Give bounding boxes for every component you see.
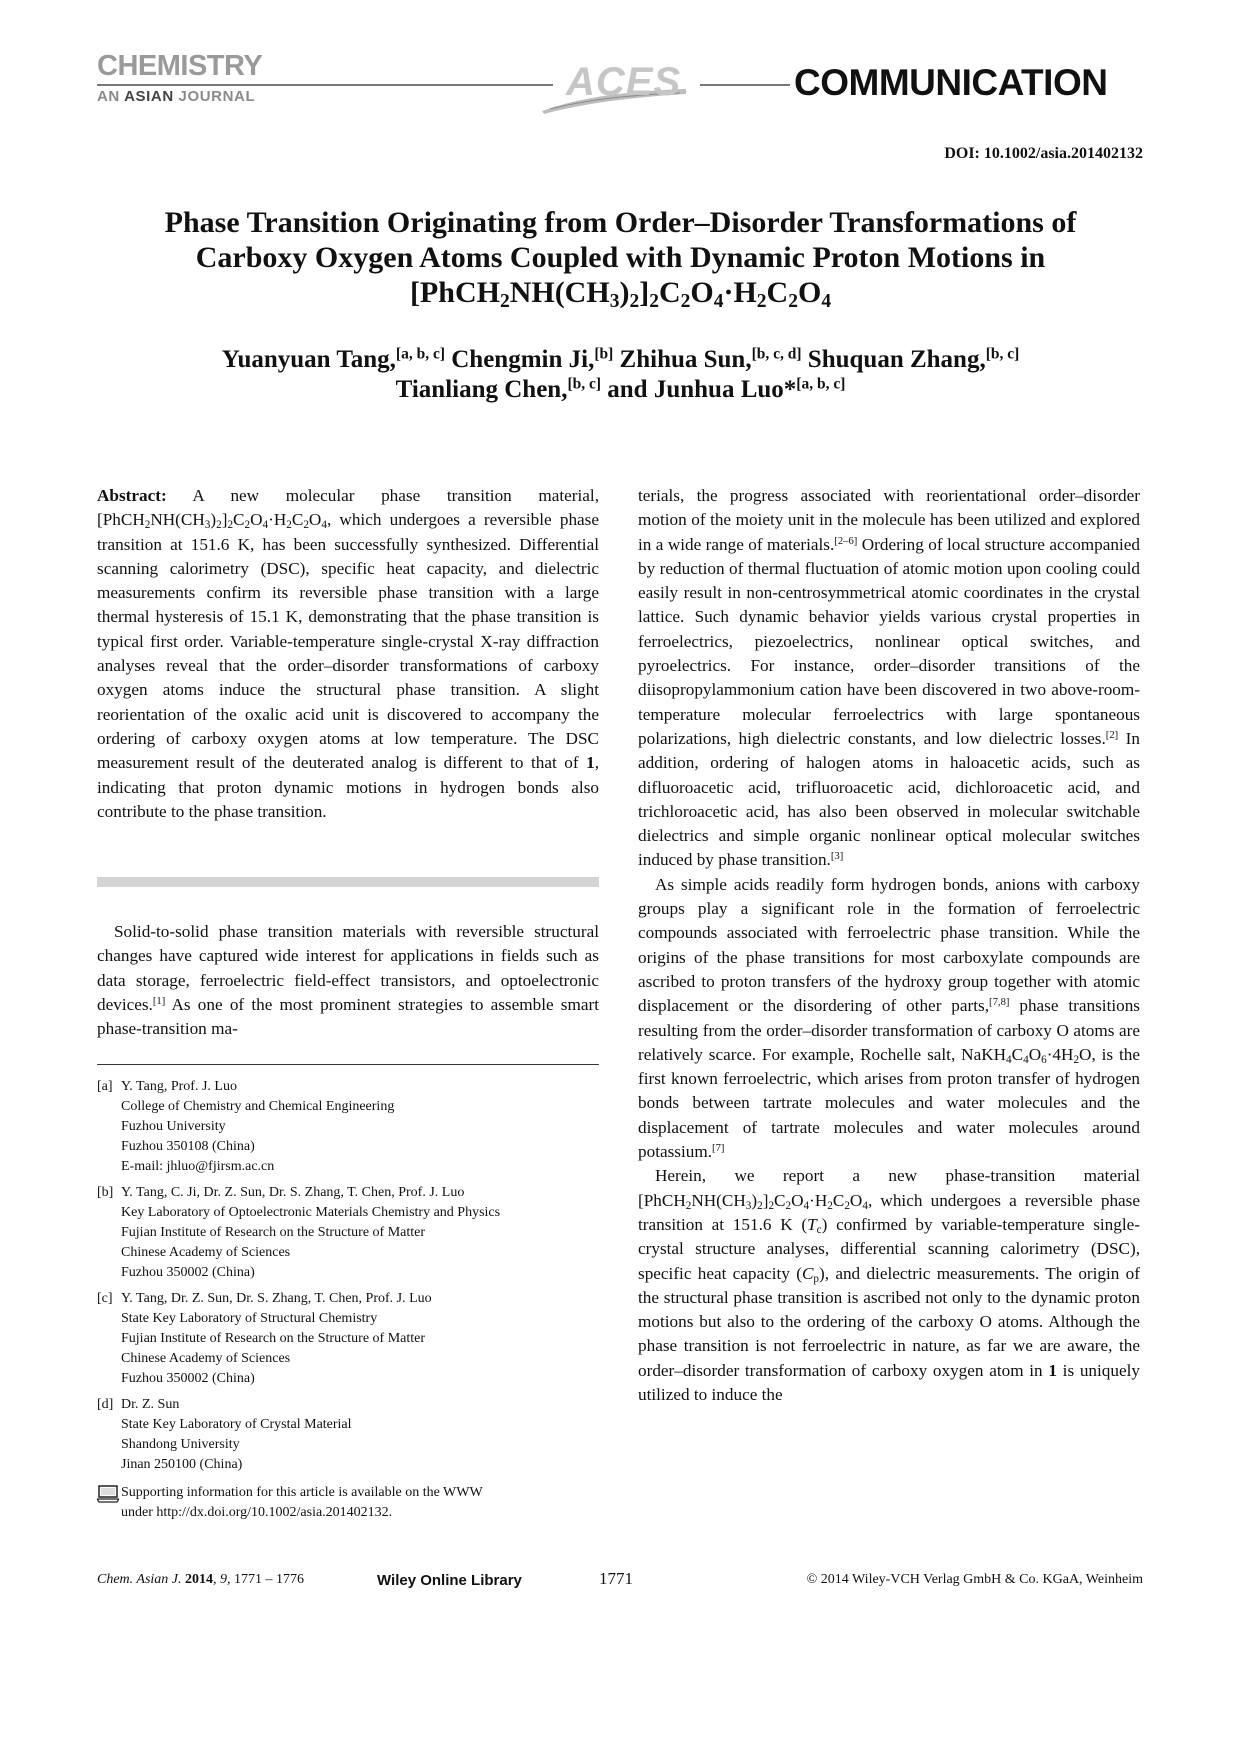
title-line-2: Carboxy Oxygen Atoms Coupled with Dynamic Proton Motions in <box>195 241 1046 274</box>
author-name: Chengmin Ji, <box>445 346 595 373</box>
citation[interactable]: [2] <box>1105 730 1119 742</box>
author-list <box>97 345 1144 405</box>
citation[interactable]: [3] <box>830 851 844 863</box>
author-name: Shuquan Zhang, <box>801 346 986 373</box>
author-name: and Junhua Luo* <box>601 376 797 403</box>
page-number: 1771 <box>599 1569 633 1588</box>
header-rule-left <box>97 84 553 86</box>
citation[interactable]: [7] <box>712 1143 725 1155</box>
abstract-label: Abstract: <box>97 486 167 505</box>
citation[interactable]: [7,8] <box>989 997 1010 1009</box>
author-name: Tianliang Chen, <box>395 376 568 403</box>
author-affiliation: [b, c] <box>985 345 1020 363</box>
header-rule-right <box>700 84 790 86</box>
wiley-online-library-logo[interactable]: Wiley Online Library <box>377 1572 522 1589</box>
author-affiliation: [b] <box>594 345 614 363</box>
author-email[interactable]: E-mail: jhluo@fjirsm.ac.cn <box>121 1159 275 1174</box>
author-affiliation: [a, b, c] <box>796 375 846 393</box>
copyright: © 2014 Wiley-VCH Verlag GmbH & Co. KGaA, Weinheim <box>806 1572 1143 1587</box>
abstract-separator-bar <box>97 877 599 887</box>
author-affiliation: [b, c] <box>567 375 602 393</box>
title-line-1: Phase Transition Originating from Order–Disorder Transformations of <box>164 206 1077 239</box>
introduction-left: Solid-to-solid phase transition materials with reversible structural changes have captured wide interest for applications in fields such as data storage, ferroelectric field-effect transistors, and optoelectronic devices.[1] As one of the most prominent strategies to assemble smart phase-transition ma- <box>97 922 599 1039</box>
affiliation-c: [c] Y. Tang, Dr. Z. Sun, Dr. S. Zhang, T. Chen, Prof. J. Luo State Key Laboratory of Structural Chemistry Fujian Institute of Research on the Structure of Matter Chinese Academy of Sciences Fuzhou 350002 (China) <box>97 1291 432 1386</box>
citation[interactable]: [2–6] <box>834 535 858 547</box>
affiliation-b: [b] Y. Tang, C. Ji, Dr. Z. Sun, Dr. S. Zhang, T. Chen, Prof. J. Luo Key Laboratory of Optoelectronic Materials Chemistry and Physics Fujian Institute of Research on the Structure of Matter Chinese Academy of Sciences Fuzhou 350002 (China) <box>97 1185 501 1280</box>
journal-citation: Chem. Asian J. 2014, 9, 1771 – 1776 <box>97 1572 305 1587</box>
aces-logo-text: ACES <box>566 60 682 104</box>
article-type: COMMUNICATION <box>794 62 1108 103</box>
doi: DOI: 10.1002/asia.201402132 <box>944 145 1143 162</box>
author-name: Yuanyuan Tang, <box>221 346 396 373</box>
author-affiliation: [a, b, c] <box>395 345 445 363</box>
author-affiliation: [b, c, d] <box>751 345 802 363</box>
journal-name: CHEMISTRY <box>97 50 263 82</box>
supporting-information: Supporting information for this article is available on the WWW under http://dx.doi.org/10.1002/asia.201402132. <box>97 1483 599 1525</box>
citation[interactable]: [1] <box>152 996 166 1008</box>
author-name: Zhihua Sun, <box>613 346 752 373</box>
supporting-info-link[interactable]: under http://dx.doi.org/10.1002/asia.201402132. <box>121 1505 393 1520</box>
affiliation-d: [d] Dr. Z. Sun State Key Laboratory of Crystal Material Shandong University Jinan 250100 (China) <box>97 1397 352 1472</box>
body-text-right: terials, the progress associated with reorientational order–disorder motion of the moiety unit in the molecule has been utilized and explored in a wide range of materials.[2–6] Ordering of local structure accompanied by reduction of thermal fluctuation of atomic motion upon cooling could easily result in non-centrosymmetrical atomic coordinates in the crystal lattice. Such dynamic behavior yields various crystal properties in ferroelectrics, piezoelectrics, nonlinear optical switches, and pyroelectrics. For instance, order–disorder transitions of the diisopropylammonium cation have been discovered in two above-room-temperature molecular ferroelectrics with large spontaneous polarizations, high dielectric constants, and low dielectric losses.[2] In addition, ordering of halogen atoms in haloacetic acids, such as difluoroacetic acid, trifluoroacetic acid, dichloroacetic acid, and trichloroacetic acid, has also been observed in molecular switchable dielectrics and simple organic nonlinear optical molecular switches induced by phase transition.[3] As simple acids readily form hydrogen bonds, anions with carboxy groups play a significant role in the formation of ferroelectric compounds associated with ferroelectric phase transition. While the origins of the phase transitions for most carboxylate compounds are ascribed to proton transfers of the hydroxy group together with atomic displacement or the disordering of other parts,[7,8] phase transitions resulting from the order–disorder transformation of carboxy O atoms are relatively scarce. For example, Rochelle salt, $NaKH_4C_4O_6\cdot 4H_2O$, is the first known ferroelectric, which arises from proton transfer of hydrogen bonds between tartrate molecules and water molecules and the displacement of tartrate molecules and water molecules around potassium.[7] Herein, we report a new phase-transition material $[PhCH_2NH(CH_3)_2]_2C_2O_4\cdot H_2C_2O_4$, which undergoes a reversible phase transition at 151.6 K $(T_c)$ confirmed by variable-temperature single-crystal structure analyses, differential scanning calorimetry (DSC), specific heat capacity $(C_p)$, and dielectric measurements. The origin of the structural phase transition is ascribed not only to the dynamic proton motions but also to the ordering of the carboxy O atoms. Although the phase transition is not ferroelectric in nature, as far we are aware, the order–disorder transformation of carboxy oxygen atom in 1 is uniquely utilized to induce the <box>638 486 1141 1404</box>
journal-subtitle: AN ASIAN JOURNAL <box>97 88 256 105</box>
computer-icon <box>97 1485 119 1503</box>
footnote-rule <box>97 1064 599 1065</box>
article-title <box>97 205 1144 310</box>
abstract: Abstract: A new molecular phase transition material, $[PhCH_2NH(CH_3)_2]_2C_2O_4\cdot H_2C_2O_4$, which undergoes a reversible phase transition at 151.6 K, has been successfully synthesized. Differential scanning calorimetry (DSC), specific heat capacity, and dielectric measurements confirm its reversible phase transition with a large thermal hysteresis of 15.1 K, demonstrating that the phase transition is typical first order. Variable-temperature single-crystal X-ray diffraction analyses reveal that the order–disorder transformations of carboxy oxygen atoms induce the structural phase transition. A slight reorientation of the oxalic acid unit is discovered to accompany the ordering of carboxy oxygen atoms at low temperature. The DSC measurement result of the deuterated analog is different to that of 1, indicating that proton dynamic motions in hydrogen bonds also contribute to the phase transition. <box>97 486 599 821</box>
title-formula: $[PhCH_2NH(CH_3)_2]_2C_2O_4\cdot H_2C_2O_4$ <box>409 276 832 312</box>
affiliation-a: [a] Y. Tang, Prof. J. Luo College of Chemistry and Chemical Engineering Fuzhou University Fuzhou 350108 (China) E-mail: jhluo@fjirsm.ac.cn <box>97 1077 599 1177</box>
